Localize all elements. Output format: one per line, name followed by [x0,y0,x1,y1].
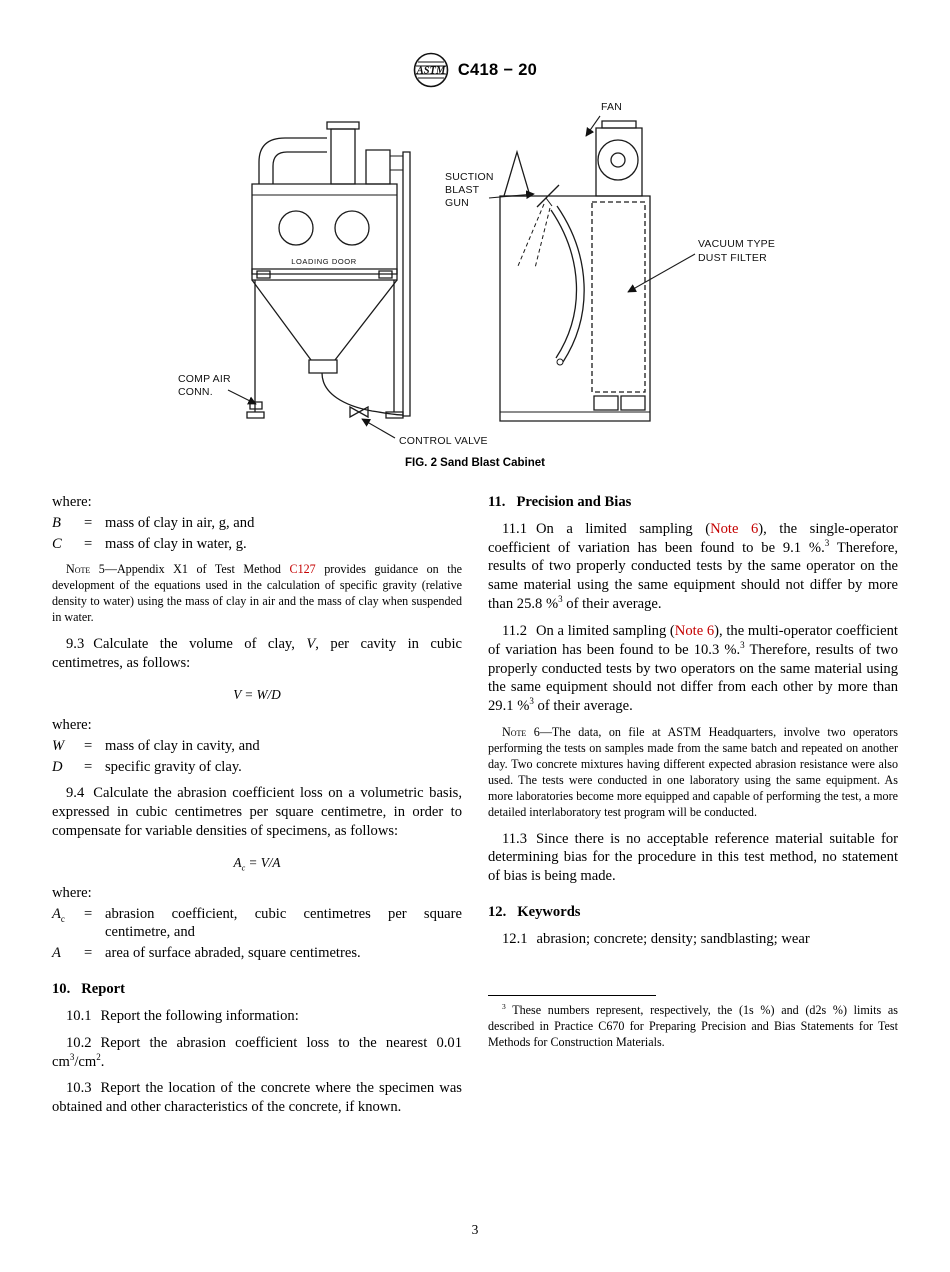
definition-row-C [52,535,462,554]
definition-var: C [52,535,62,552]
figure-2 [0,94,950,469]
abrasive-cone [504,152,530,196]
doc-header [0,0,950,88]
definition-text: mass of clay in water, g. [105,535,247,552]
footnote-ref: 3 [824,537,830,548]
definition-row-D [52,758,462,777]
definition-row-Ac [52,905,462,943]
c127-link[interactable]: C127 [289,562,316,577]
paragraph-text: Calculate the volume of clay, [93,636,307,653]
suction-blast-gun-label-line1: SUCTION [445,171,494,183]
fan-label: FAN [601,101,623,113]
paragraph-10-2: 10.2 Report the abrasion coefficient loss to the nearest 0.01 $cm^3/cm^2$. [52,1034,462,1070]
loading-door-label: LOADING DOOR [291,257,357,266]
note-5-label: Note 5 [66,562,105,577]
where-label: where: [52,716,92,733]
definition-var: W [52,737,65,754]
astm-logo [413,52,449,88]
paragraph-11-1: 11.1 On a limited sampling (Note 6), the single-operator coefficient of variation has been found to be 9.1 %.$^3$ Therefore, results of two properly conducted tests by the same operator on the same material using the same equipment should not differ by more than 25.8 %$^3$ of their average. [488,520,898,613]
footnote-number: 3 [502,1001,506,1011]
right-column [488,485,898,1125]
footnote-ref: 3 [529,696,534,707]
suction-blast-gun-label-line2: BLAST [445,184,480,196]
astm-logo-text: ASTM [416,65,446,77]
definition-equals: = [84,535,93,552]
paragraph-10-3: 10.3 Report the location of the concrete where the specimen was obtained and other characteristics of the concrete, if known. [52,1080,462,1116]
definition-text: area of surface abraded, square centimetres. [105,945,361,962]
note-6-link[interactable]: Note 6 [674,622,715,639]
paragraph-11-3: 11.3 Since there is no acceptable reference material suitable for determining bias for the procedure in this test method, no statement of bias is being made. [488,830,898,885]
where-label: where: [52,494,92,510]
figure-caption: FIG. 2 Sand Blast Cabinet [405,457,545,469]
definition-text: mass of clay in cavity, and [105,737,260,754]
note-5-text-cont: provides guidance on the development of the equations used in the calculation of specific gravity (relative density to water) using the mass of clay in air and the mass of clay when suspended in water. [52,562,462,625]
definition-var: B [52,514,61,531]
paragraph-number: 9.3 [66,636,85,653]
paragraph-9-3 [52,635,462,673]
definition-row-B [52,514,462,533]
vacuum-dust-filter-label-line2: DUST FILTER [698,252,767,264]
note-6-link[interactable]: Note 6 [710,520,759,537]
footnote-3 [488,1003,898,1051]
footnote-ref: 3 [740,639,745,650]
control-valve-label: CONTROL VALVE [399,435,488,447]
definition-text: mass of clay in air, g, and [105,514,255,531]
comp-air-conn-label-line2: CONN. [178,386,213,398]
viewing-window-right [335,211,369,245]
superscript: 2 [96,1051,101,1062]
cabinet-front-view-drawing [247,122,410,418]
footnote-ref: 3 [558,594,563,605]
definition-equals: = [84,905,93,922]
comp-air-fitting [250,402,262,409]
paragraph-12-1: 12.1 abrasion; concrete; density; sandblasting; wear [502,930,810,947]
page-number: 3 [471,1222,479,1237]
definition-text: abrasion coefficient, cubic centimetres per square centimetre, and [105,905,462,941]
definition-text: specific gravity of clay. [105,758,242,775]
definition-row-W [52,737,462,756]
note-6-text: —The data, on file at ASTM Headquarters, involve two operators performing the tests on samples made from the same batch and repeated on another day. Two concrete mixtures having different expected abrasion resistance were also used. The tests were conducted in one laboratory using the same equipment. As more laboratories become more equipped and capable of performing the test, a more detailed interlaboratory test program will be conducted. [488,724,899,819]
sand-blast-cabinet-drawing [0,94,950,454]
equation-abrasion-coefficient: $A_c = V/A$ [233,854,281,873]
paragraph-10-1: 10.1 Report the following information: [66,1007,299,1024]
control-valve-symbol [350,407,359,417]
paragraph-text: Calculate the abrasion coefficient loss on a volumetric basis, expressed in cubic centimetres per square centimetre, in order to compensate for variable densities of specimens, as follows: [52,785,462,839]
equation-volume: V = W/D [233,686,281,702]
cabinet-side-view-drawing [500,121,650,421]
body-columns [0,485,950,1125]
note-5-text: —Appendix X1 of Test Method [104,562,290,577]
superscript: 3 [69,1051,75,1062]
suction-blast-gun-label-line3: GUN [445,197,469,209]
fan-wheel [598,140,638,180]
paragraph-text-cont: , per cavity in cubic centimetres, as follows: [52,636,462,672]
page-footer [0,1222,950,1238]
definition-equals: = [84,514,93,531]
paragraph-11-2: 11.2 On a limited sampling (Note 6), the multi-operator coefficient of variation has been found to be 10.3 %.$^3$ Therefore, results of two properly conducted tests by two operators on the same material using the same equipment should not differ from each other by more than 29.1 %$^3$ of their average. [488,622,898,715]
definition-row-A [52,944,462,963]
section-10-heading: 10. Report [52,981,126,998]
viewing-window-left [279,211,313,245]
note-6-label: Note 6 [502,724,540,739]
footnote-rule [488,995,656,996]
where-label: where: [52,884,92,901]
note-5 [52,562,462,626]
footnote-text: These numbers represent, respectively, the (1s %) and (d2s %) limits as described in Practice C670 for Preparing Precision and Bias Statements for Test Methods for Construction Materials. [488,1002,898,1049]
note-6 [488,725,898,821]
left-column [52,485,462,1125]
comp-air-conn-label-line1: COMP AIR [178,373,231,385]
variable-V: V [306,636,316,653]
definition-equals: = [84,758,93,775]
standard-designation: C418 − 20 [457,60,538,79]
paragraph-number: 9.4 [66,785,85,802]
dust-filter-element [592,202,645,392]
section-12-heading: 12. Keywords [488,904,581,921]
vacuum-dust-filter-label-line1: VACUUM TYPE [698,238,776,250]
definition-var: A [52,945,61,962]
paragraph-9-4 [52,784,462,840]
definition-var: D [52,758,63,775]
section-11-heading: 11. Precision and Bias [488,494,632,510]
fan-housing [596,128,642,196]
definition-var: $A_c$ [52,905,65,924]
definition-equals: = [84,945,93,962]
definition-equals: = [84,737,93,754]
